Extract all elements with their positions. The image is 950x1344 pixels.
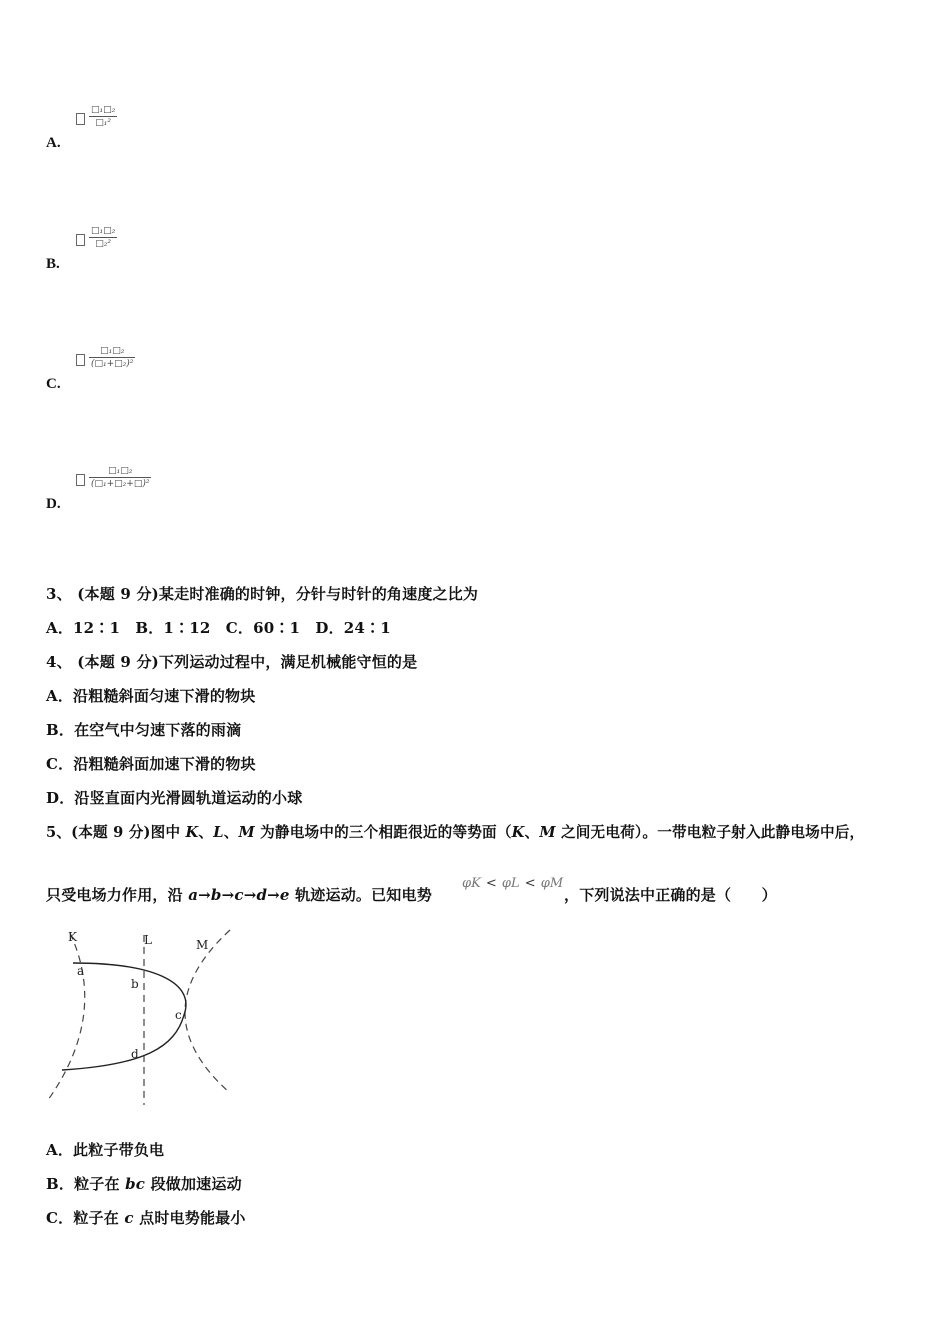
q4-option-b: B．在空气中匀速下落的雨滴	[46, 721, 242, 739]
q5-stem-line2	[46, 884, 432, 905]
q2-option-c-formula	[76, 346, 135, 369]
q5-stem-text: 之间无电荷）。一带电粒子射入此静电场中后，	[555, 824, 865, 841]
q3-stem: 3、 (本题 9 分)某走时准确的时钟，分针与时针的角速度之比为	[46, 585, 479, 603]
formula-box-icon	[76, 474, 85, 486]
label-b: b	[131, 977, 139, 991]
q5-sep: 、	[223, 824, 239, 841]
formula-numerator: □₁□₂	[100, 346, 125, 356]
formula-numerator: □₁□₂	[91, 105, 116, 115]
phi-l: φL	[501, 876, 520, 891]
less-than: <	[524, 876, 536, 891]
q5-option-text: C．粒子在	[46, 1209, 125, 1227]
q5-equipotential-figure	[40, 925, 240, 1110]
q5-option-text: B．粒子在	[46, 1175, 126, 1193]
formula-denominator: (□₁+□₂)²	[91, 359, 134, 369]
label-d: d	[131, 1047, 139, 1061]
q5-option-text: 段做加速运动	[145, 1175, 242, 1193]
q5-option-a	[46, 1139, 164, 1160]
q2-option-a-formula	[76, 105, 117, 128]
formula-numerator: □₁□₂	[91, 226, 116, 236]
q5-sep: 、	[524, 824, 540, 841]
equipotential-m	[185, 930, 230, 1093]
q5-stem-text: 为静电场中的三个相距很近的等势面（	[254, 824, 512, 841]
q5-var-m: M	[539, 824, 556, 841]
q2-option-d-label: D.	[46, 496, 61, 512]
q4-stem: 4、 (本题 9 分)下列运动过程中，满足机械能守恒的是	[46, 653, 418, 671]
q5-option-var: c	[124, 1209, 134, 1227]
q5-option-text: 点时电势能最小	[133, 1209, 246, 1227]
q5-sep: 、	[198, 824, 214, 841]
formula-box-icon	[76, 113, 85, 125]
formula-denominator: □₂²	[95, 239, 111, 249]
label-a: a	[77, 964, 85, 978]
q5-stem-line2-end: ，下列说法中正确的是（ ）	[564, 886, 777, 904]
q5-option-b	[46, 1173, 242, 1194]
less-than: <	[485, 876, 497, 891]
q2-option-d-formula	[76, 466, 151, 489]
q2-option-a-label: A.	[46, 135, 61, 151]
q4-option-d: D．沿竖直面内光滑圆轨道运动的小球	[46, 789, 303, 807]
q3-options: A．12∶1 B．1∶12 C．60∶1 D．24∶1	[46, 619, 391, 637]
label-l: L	[144, 933, 152, 947]
label-c: c	[175, 1008, 182, 1022]
formula-box-icon	[76, 354, 85, 366]
q5-path: a→b→c→d→e	[188, 886, 290, 904]
formula-denominator: (□₁+□₂+□)²	[91, 479, 150, 489]
label-k: K	[68, 930, 77, 944]
q2-option-b-label: B.	[46, 256, 60, 272]
q2-option-b-formula	[76, 226, 117, 249]
formula-denominator: □₁²	[95, 118, 111, 128]
q4-option-c: C．沿粗糙斜面加速下滑的物块	[46, 755, 256, 773]
formula-numerator: □₁□₂	[108, 466, 133, 476]
q5-var-m: M	[238, 824, 255, 841]
formula-box-icon	[76, 234, 85, 246]
q5-potential-formula	[462, 872, 563, 891]
q5-stem-text: 只受电场力作用，沿	[46, 886, 189, 904]
q5-stem-line1	[46, 821, 864, 842]
q5-var-k: K	[511, 824, 525, 841]
particle-trajectory	[62, 963, 186, 1070]
q5-var-k: K	[185, 824, 199, 841]
label-m: M	[196, 938, 209, 952]
phi-k: φK	[462, 876, 481, 891]
phi-m: φM	[540, 876, 564, 891]
q5-option-var: bc	[125, 1175, 146, 1193]
q5-option-text: A．此粒子带负电	[46, 1141, 165, 1159]
q2-option-c-label: C.	[46, 376, 61, 392]
q4-option-a: A．沿粗糙斜面匀速下滑的物块	[46, 687, 256, 705]
equipotential-k	[48, 933, 85, 1100]
q5-option-c	[46, 1207, 246, 1228]
q5-stem-text: 轨迹运动。已知电势	[289, 886, 432, 904]
q5-stem-text: 5、(本题 9 分)图中	[46, 824, 186, 841]
q5-var-l: L	[213, 824, 224, 841]
